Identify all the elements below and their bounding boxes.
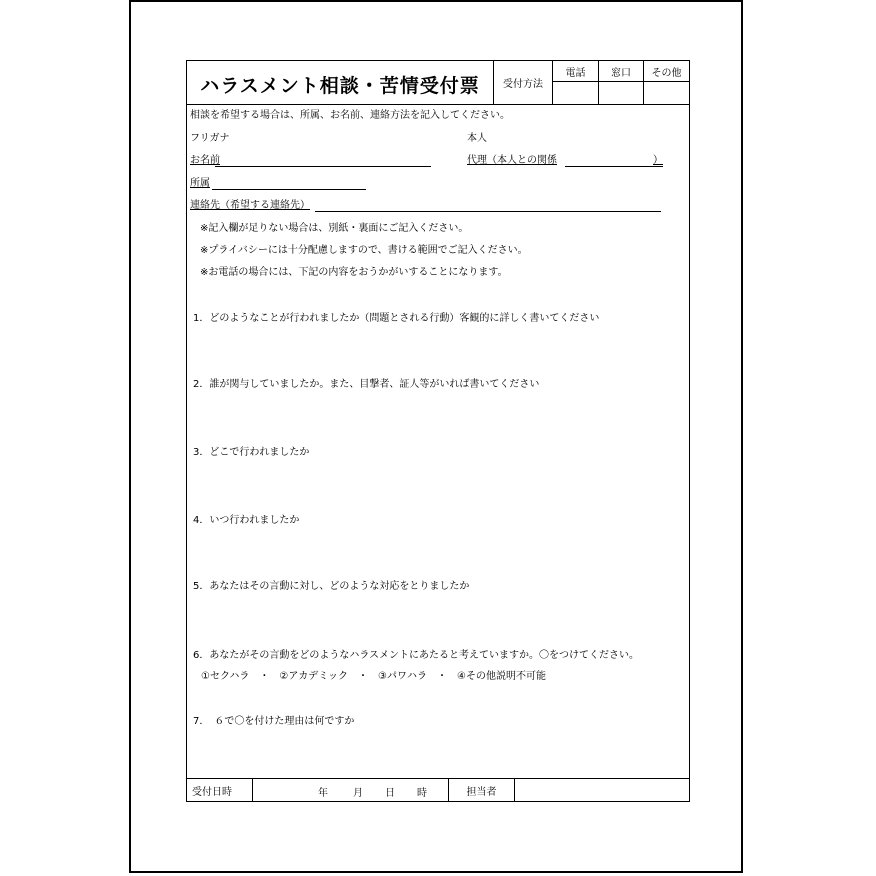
name-label: お名前 (190, 155, 220, 166)
reception-date-field[interactable] (253, 779, 449, 801)
note-2: ※プライバシーには十分配慮しますので、書ける範囲でご記入ください。 (200, 245, 528, 256)
staff-label: 担当者 (449, 779, 515, 801)
contact-field[interactable] (315, 211, 661, 212)
method-phone-checkbox[interactable] (553, 82, 598, 104)
method-counter[interactable] (599, 61, 644, 104)
harassment-type-options[interactable]: ①セクハラ ・ ②アカデミック ・ ③パワハラ ・ ④その他説明不可能 (201, 671, 546, 682)
question-7: 7． ６で〇を付けた理由は何ですか (193, 716, 355, 727)
form-header (187, 61, 689, 105)
question-3: 3．どこで行われましたか (193, 447, 310, 458)
reception-method-label: 受付方法 (494, 61, 553, 104)
affiliation-label: 所属 (190, 178, 210, 189)
furigana-label: フリガナ (190, 133, 230, 144)
question-2: 2．誰が関与していましたか。また、目撃者、証人等がいれば書いてください (193, 379, 540, 390)
self-label[interactable]: 本人 (467, 133, 487, 144)
form-footer (187, 778, 689, 801)
note-1: ※記入欄が足りない場合は、別紙・裏面にご記入ください。 (200, 223, 469, 234)
question-1: 1．どのようなことが行われましたか（問題とされる行動）客観的に詳しく書いてください (193, 313, 600, 324)
method-counter-checkbox[interactable] (599, 82, 643, 104)
name-field[interactable] (215, 166, 431, 167)
note-3: ※お電話の場合には、下記の内容をおうかがいすることになります。 (200, 267, 508, 278)
method-counter-label: 窓口 (599, 61, 643, 82)
affiliation-field[interactable] (212, 189, 366, 190)
reception-date-label: 受付日時 (187, 779, 253, 801)
staff-field[interactable] (515, 779, 689, 801)
form-title: ハラスメント相談・苦情受付票 (187, 61, 494, 104)
proxy-relation-field[interactable] (565, 166, 663, 167)
question-4: 4．いつ行われましたか (193, 515, 300, 526)
consultation-form (186, 60, 690, 802)
year-label: 年 (318, 788, 328, 799)
question-6: 6．あなたがその言動をどのようなハラスメントにあたると考えていますか。〇をつけてください。 (193, 650, 640, 661)
question-5: 5．あなたはその言動に対し、どのような対応をとりましたか (193, 581, 470, 592)
proxy-close: ） (653, 155, 663, 166)
day-label: 日 (385, 788, 395, 799)
method-other-label: その他 (644, 61, 689, 82)
month-label: 月 (353, 788, 363, 799)
method-other-checkbox[interactable] (644, 82, 689, 104)
hour-label: 時 (417, 788, 427, 799)
method-other[interactable] (644, 61, 689, 104)
method-phone[interactable] (553, 61, 599, 104)
intro-text: 相談を希望する場合は、所属、お名前、連絡方法を記入してください。 (190, 110, 510, 121)
proxy-label[interactable]: 代理（本人との関係 (467, 155, 557, 166)
contact-label: 連絡先（希望する連絡先） (190, 200, 310, 211)
method-phone-label: 電話 (553, 61, 598, 82)
